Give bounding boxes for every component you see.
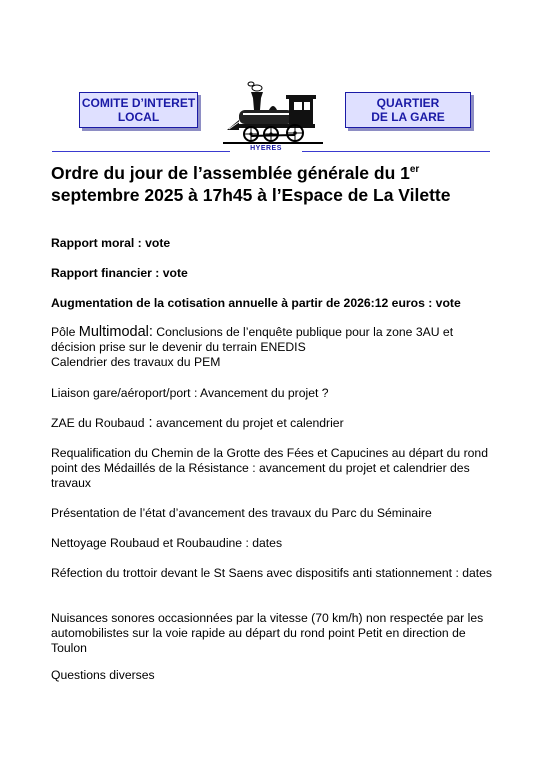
agenda-item-rapport-moral: Rapport moral : vote xyxy=(51,236,171,250)
pole-prefix: Pôle xyxy=(51,325,79,339)
agenda-item-pole-multimodal xyxy=(51,325,501,370)
pole-colon: : xyxy=(148,324,153,340)
zae-text: avancement du projet et calendrier xyxy=(152,416,344,430)
badge-left-line1: COMITE D’INTERET xyxy=(81,96,196,110)
header-rule-left xyxy=(52,151,230,152)
title-part1: Ordre du jour de l’assemblée générale du 1 xyxy=(51,163,410,183)
agenda-item-rapport-financier: Rapport financier : vote xyxy=(51,266,188,280)
agenda-item-zae-roubaud xyxy=(51,416,501,431)
steam-locomotive-icon xyxy=(221,80,327,144)
badge-quartier-de-la-gare xyxy=(345,92,471,128)
pole-line2: Calendrier des travaux du PEM xyxy=(51,355,221,369)
agenda-item-cotisation: Augmentation de la cotisation annuelle à partir de 2026:12 euros : vote xyxy=(51,296,461,310)
agenda-item-requalification: Requalification du Chemin de la Grotte des Fées et Capucines au départ du rond point des Médaillés de la Résistance : avancement du projet et calendrier des travaux xyxy=(51,446,488,490)
badge-left-line2: LOCAL xyxy=(117,110,160,124)
pole-text: Conclusions de l’enquête publique pour la zone 3AU et décision prise sur le devenir du terrain ENEDIS xyxy=(51,325,454,354)
town-label: HYERES xyxy=(250,145,282,152)
agenda-item-nettoyage: Nettoyage Roubaud et Roubaudine : dates xyxy=(51,536,283,550)
header-rule-right xyxy=(302,151,490,152)
zae-colon: : xyxy=(144,415,153,431)
badge-comite-interet-local xyxy=(79,92,198,128)
agenda-item-liaison: Liaison gare/aéroport/port : Avancement du projet ? xyxy=(51,386,329,400)
page-title xyxy=(51,162,511,206)
title-part2: septembre 2025 à 17h45 à l’Espace de La Vilette xyxy=(51,185,451,205)
badge-right-line2: DE LA GARE xyxy=(371,110,445,124)
pole-word: Multimodal xyxy=(78,324,149,340)
agenda-item-nuisances: Nuisances sonores occasionnées par la vitesse (70 km/h) non respectée par les automobilistes sur la voie rapide au départ du rond point Petit en direction de Toulon xyxy=(51,611,484,655)
agenda-item-questions-diverses: Questions diverses xyxy=(51,668,155,682)
agenda-item-refection: Réfection du trottoir devant le St Saens avec dispositifs anti stationnement : dates xyxy=(51,566,493,580)
badge-right-line1: QUARTIER xyxy=(376,96,440,110)
zae-prefix: ZAE du Roubaud xyxy=(51,416,145,430)
agenda-item-parc-seminaire: Présentation de l’état d’avancement des travaux du Parc du Séminaire xyxy=(51,506,432,520)
title-superscript: er xyxy=(409,164,420,175)
